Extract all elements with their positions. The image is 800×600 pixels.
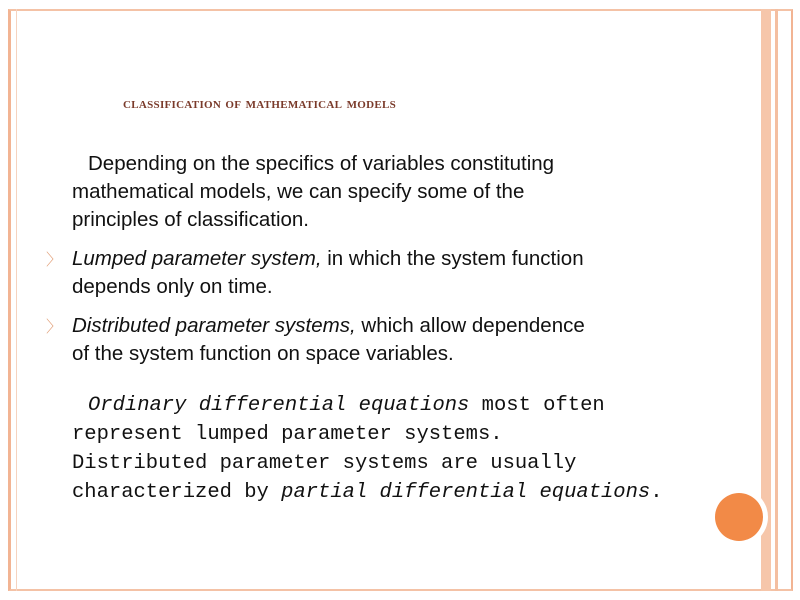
- closing-line-2: represent lumped parameter systems.: [72, 423, 503, 446]
- intro-line-1: Depending on the specifics of variables constituting: [88, 152, 555, 175]
- bullet-emphasis: Lumped parameter system,: [72, 247, 322, 270]
- intro-paragraph: [40, 150, 690, 234]
- closing-line-4-post: .: [650, 481, 663, 504]
- frame-right-line: [775, 9, 778, 591]
- frame-left-line: [16, 9, 17, 591]
- bullet-text: in which the system function: [321, 247, 584, 270]
- bullet-text-line-2: depends only on time.: [72, 275, 273, 298]
- slide-title: classification of mathematical models: [123, 95, 397, 112]
- intro-line-3: principles of classification.: [72, 208, 309, 231]
- closing-emphasis-1: Ordinary differential equations: [88, 394, 470, 417]
- bullet-text-line-2: of the system function on space variables.: [72, 342, 454, 365]
- closing-emphasis-2: partial differential equations: [281, 481, 651, 504]
- bullet-item-lumped: [40, 245, 690, 301]
- frame-right-band: [761, 9, 771, 591]
- bullet-icon: 〉: [46, 250, 63, 269]
- closing-paragraph: [72, 391, 692, 507]
- circle-ornament: [715, 493, 763, 541]
- closing-line-3: Distributed parameter systems are usually: [72, 452, 577, 475]
- intro-line-2: mathematical models, we can specify some of the: [72, 180, 525, 203]
- bullet-icon: 〉: [46, 317, 63, 336]
- closing-line-4-pre: characterized by: [72, 481, 282, 504]
- bullet-text: which allow dependence: [355, 314, 585, 337]
- closing-text-1: most often: [469, 394, 605, 417]
- slide-body: [40, 150, 690, 379]
- bullet-item-distributed: [40, 312, 690, 368]
- bullet-emphasis: Distributed parameter systems,: [72, 314, 356, 337]
